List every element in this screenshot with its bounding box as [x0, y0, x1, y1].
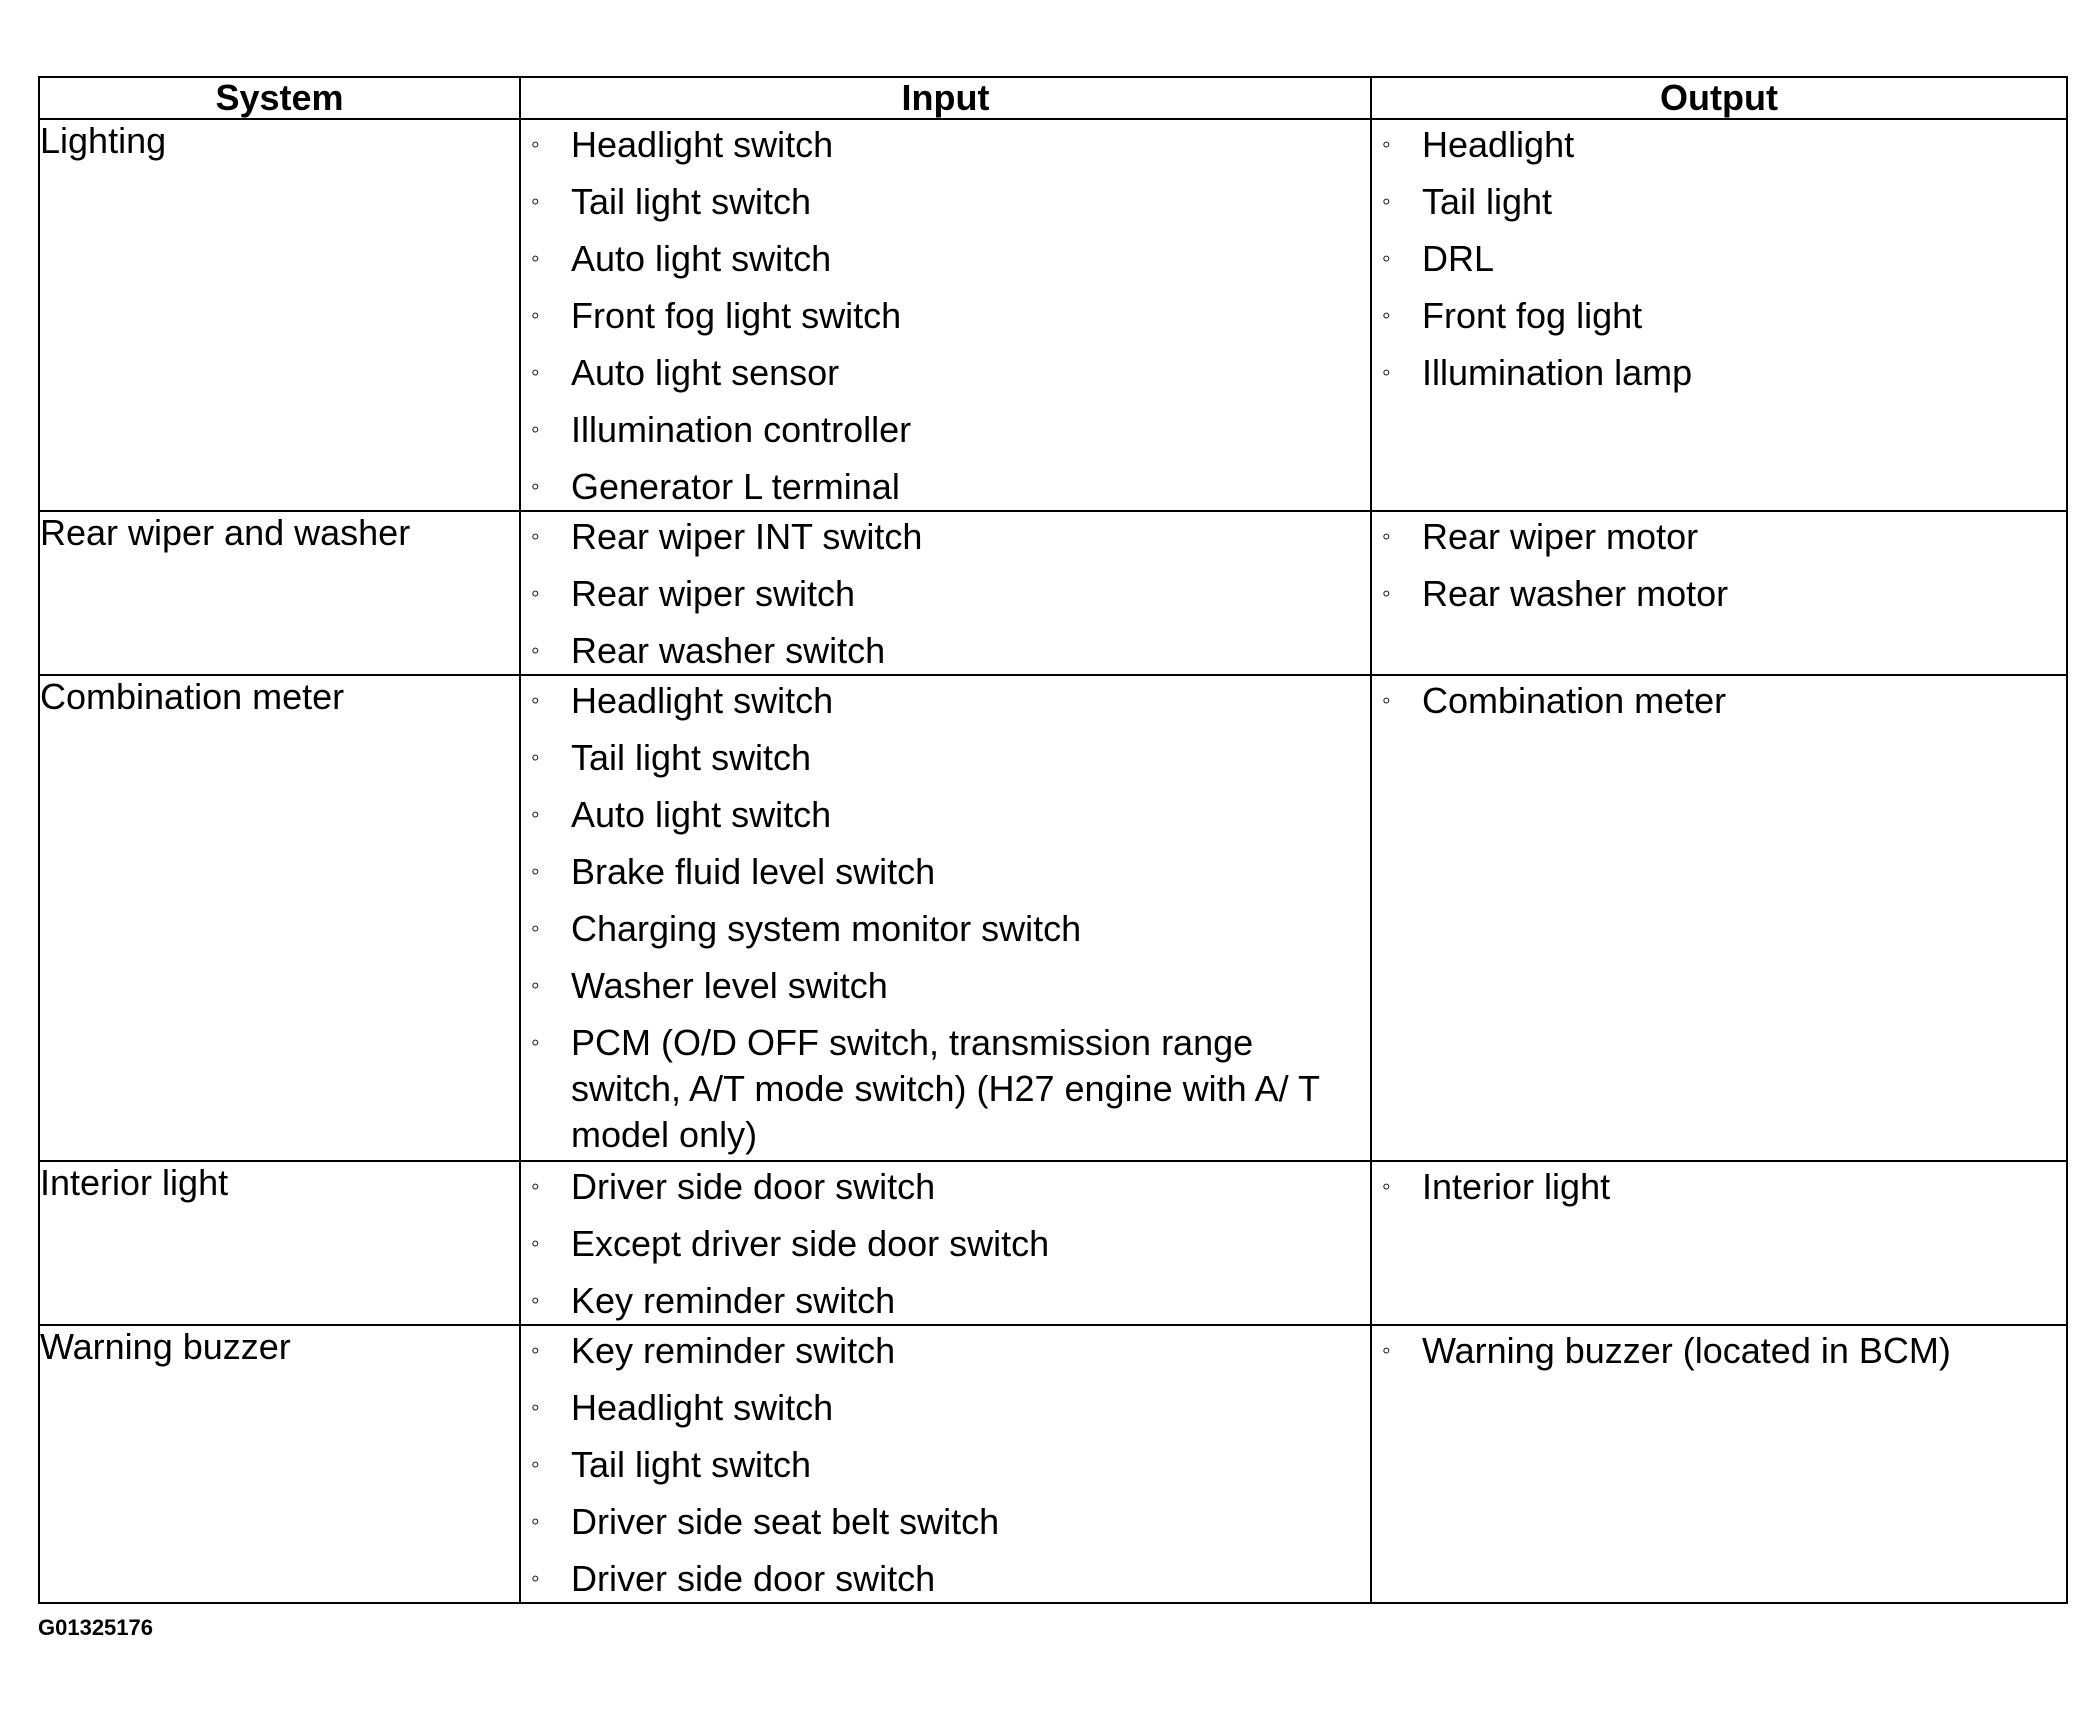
item-text: Washer level switch	[571, 965, 888, 1006]
bullet-icon: ◦	[531, 359, 540, 386]
figure-id: G01325176	[38, 1615, 153, 1640]
input-item	[521, 236, 1370, 282]
input-item	[521, 514, 1370, 560]
table-row	[39, 675, 2067, 1161]
bullet-icon: ◦	[531, 523, 540, 550]
bullet-icon: ◦	[531, 580, 540, 607]
input-list	[521, 1162, 1370, 1324]
table-row	[39, 119, 2067, 511]
output-list	[1372, 1326, 2066, 1374]
item-text: Charging system monitor switch	[571, 908, 1082, 949]
input-item	[521, 350, 1370, 396]
item-text: Driver side door switch	[571, 1558, 936, 1599]
system-io-table	[38, 76, 2068, 1604]
output-item	[1372, 571, 2066, 617]
output-cell	[1371, 1161, 2067, 1325]
item-text: Headlight	[1422, 124, 1575, 165]
item-text: Driver side seat belt switch	[571, 1501, 1000, 1542]
item-text: Illumination lamp	[1422, 352, 1693, 393]
item-text: Tail light	[1422, 181, 1553, 222]
system-cell: Interior light	[39, 1161, 520, 1325]
table-header-row	[39, 77, 2067, 119]
input-cell	[520, 511, 1371, 675]
item-text: Except driver side door switch	[571, 1223, 1050, 1264]
bullet-icon: ◦	[531, 302, 540, 329]
output-item	[1372, 293, 2066, 339]
bullet-icon: ◦	[531, 637, 540, 664]
output-cell	[1371, 511, 2067, 675]
system-cell: Rear wiper and washer	[39, 511, 520, 675]
bullet-icon: ◦	[531, 1565, 540, 1592]
output-list	[1372, 676, 2066, 724]
output-item	[1372, 1164, 2066, 1210]
bullet-icon: ◦	[1382, 1337, 1391, 1364]
input-item	[521, 464, 1370, 510]
bullet-icon: ◦	[531, 1508, 540, 1535]
bullet-icon: ◦	[1382, 359, 1391, 386]
item-text: Warning buzzer (located in BCM)	[1422, 1330, 1951, 1371]
item-text: Rear washer motor	[1422, 573, 1729, 614]
bullet-icon: ◦	[531, 245, 540, 272]
input-item	[521, 678, 1370, 724]
input-cell	[520, 675, 1371, 1161]
output-cell	[1371, 1325, 2067, 1603]
output-cell	[1371, 119, 2067, 511]
item-text: Combination meter	[1422, 680, 1727, 721]
output-item	[1372, 179, 2066, 225]
output-list	[1372, 120, 2066, 396]
bullet-icon: ◦	[1382, 131, 1391, 158]
input-item	[521, 906, 1370, 952]
input-item	[521, 1442, 1370, 1488]
bullet-icon: ◦	[531, 1230, 540, 1257]
input-list	[521, 120, 1370, 510]
bullet-icon: ◦	[531, 915, 540, 942]
item-text: PCM (O/D OFF switch, transmission range switch, A/T mode switch) (H27 engine with A/ T model only)	[571, 1022, 1320, 1155]
item-text: Headlight switch	[571, 1387, 834, 1428]
output-list	[1372, 512, 2066, 617]
bullet-icon: ◦	[531, 416, 540, 443]
item-text: Rear wiper motor	[1422, 516, 1699, 557]
item-text: Auto light switch	[571, 794, 832, 835]
item-text: DRL	[1422, 238, 1495, 279]
input-cell	[520, 1325, 1371, 1603]
input-item	[521, 293, 1370, 339]
input-item	[521, 407, 1370, 453]
bullet-icon: ◦	[1382, 245, 1391, 272]
table-body	[39, 119, 2067, 1603]
item-text: Rear wiper INT switch	[571, 516, 923, 557]
input-item	[521, 1020, 1370, 1158]
bullet-icon: ◦	[531, 1337, 540, 1364]
item-text: Illumination controller	[571, 409, 912, 450]
input-item	[521, 628, 1370, 674]
item-text: Auto light sensor	[571, 352, 840, 393]
item-text: Tail light switch	[571, 181, 812, 222]
item-text: Auto light switch	[571, 238, 832, 279]
output-item	[1372, 1328, 2066, 1374]
input-item	[521, 849, 1370, 895]
item-text: Tail light switch	[571, 1444, 812, 1485]
input-item	[521, 1499, 1370, 1545]
item-text: Rear washer switch	[571, 630, 886, 671]
input-list	[521, 1326, 1370, 1602]
input-item	[521, 1328, 1370, 1374]
bullet-icon: ◦	[531, 131, 540, 158]
table-row	[39, 1161, 2067, 1325]
bullet-icon: ◦	[1382, 1173, 1391, 1200]
bullet-icon: ◦	[531, 858, 540, 885]
item-text: Key reminder switch	[571, 1280, 896, 1321]
input-item	[521, 735, 1370, 781]
bullet-icon: ◦	[531, 687, 540, 714]
bullet-icon: ◦	[531, 801, 540, 828]
item-text: Driver side door switch	[571, 1166, 936, 1207]
bullet-icon: ◦	[1382, 523, 1391, 550]
system-cell: Combination meter	[39, 675, 520, 1161]
output-item	[1372, 678, 2066, 724]
output-cell	[1371, 675, 2067, 1161]
bullet-icon: ◦	[531, 1173, 540, 1200]
bullet-icon: ◦	[531, 188, 540, 215]
bullet-icon: ◦	[531, 1394, 540, 1421]
item-text: Key reminder switch	[571, 1330, 896, 1371]
table-row	[39, 1325, 2067, 1603]
bullet-icon: ◦	[1382, 580, 1391, 607]
input-item	[521, 1556, 1370, 1602]
table-row	[39, 511, 2067, 675]
output-item	[1372, 350, 2066, 396]
header-input: Input	[520, 77, 1371, 119]
input-list	[521, 676, 1370, 1158]
bullet-icon: ◦	[531, 1287, 540, 1314]
system-cell: Warning buzzer	[39, 1325, 520, 1603]
bullet-icon: ◦	[531, 1451, 540, 1478]
output-list	[1372, 1162, 2066, 1210]
bullet-icon: ◦	[531, 1029, 540, 1056]
input-item	[521, 1164, 1370, 1210]
input-item	[521, 179, 1370, 225]
input-cell	[520, 1161, 1371, 1325]
input-item	[521, 792, 1370, 838]
item-text: Front fog light	[1422, 295, 1643, 336]
item-text: Tail light switch	[571, 737, 812, 778]
system-cell: Lighting	[39, 119, 520, 511]
input-item	[521, 1278, 1370, 1324]
header-system: System	[39, 77, 520, 119]
output-item	[1372, 122, 2066, 168]
input-item	[521, 571, 1370, 617]
input-item	[521, 1385, 1370, 1431]
bullet-icon: ◦	[1382, 188, 1391, 215]
output-item	[1372, 236, 2066, 282]
item-text: Rear wiper switch	[571, 573, 856, 614]
system-io-table-container	[38, 76, 2066, 1599]
bullet-icon: ◦	[1382, 687, 1391, 714]
bullet-icon: ◦	[531, 473, 540, 500]
item-text: Generator L terminal	[571, 466, 900, 507]
input-list	[521, 512, 1370, 674]
bullet-icon: ◦	[531, 972, 540, 999]
input-item	[521, 122, 1370, 168]
item-text: Front fog light switch	[571, 295, 902, 336]
item-text: Brake fluid level switch	[571, 851, 936, 892]
bullet-icon: ◦	[1382, 302, 1391, 329]
input-item	[521, 963, 1370, 1009]
output-item	[1372, 514, 2066, 560]
input-cell	[520, 119, 1371, 511]
item-text: Headlight switch	[571, 124, 834, 165]
bullet-icon: ◦	[531, 744, 540, 771]
item-text: Headlight switch	[571, 680, 834, 721]
item-text: Interior light	[1422, 1166, 1611, 1207]
header-output: Output	[1371, 77, 2067, 119]
input-item	[521, 1221, 1370, 1267]
